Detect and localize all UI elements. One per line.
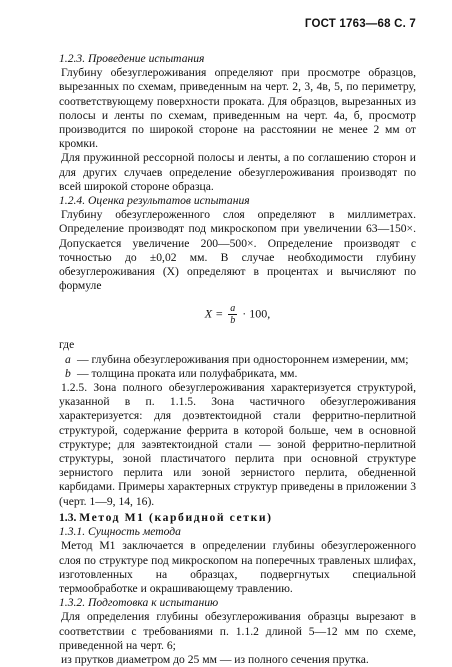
formula-numerator: a [230,303,236,315]
paragraph-1-3-1: Метод М1 заключается в определении глубины обезуглероженного слоя по структуре под микроскопом на поперечных травленых шлифах, изготовленных на образцах, подвергнутых специальной термообработке и окрашивающему травлению. [59,539,416,595]
subsection-title-1-3-1: 1.3.1. Сущность метода [59,525,181,539]
paragraph-1-2-3: Глубину обезуглероживания определяют при просмотре образцов, вырезанных по схемам, приведенным на черт. 2, 3, 4в, 5, по периметру, соответствующему поверхности проката. Для образцов, вырезанных из полосы и ленты по схемам, приведенным на черт. 4а, б, просмотр производится по широкой стороне на расстоянии не менее 2 мм от кромки. [59,66,416,151]
paragraph-1-2-4: Глубину обезуглероженного слоя определяют в миллиметрах. Определение производят под микроскопом при увеличении 63—150×. Допускается увеличение 200—500×. Определение производят с точностью до ±0,02 мм. В случае необходимости глубину обезуглероживания (X) определяют в процентах и вычисляют по формуле [59,208,416,293]
paragraph-1-2-5: 1.2.5. Зона полного обезуглероживания характеризуется структурой, указанной в п. 1.1.5. Зона частичного обезуглероживания характеризуется: для доэвтектоидной стали ферритно-перлитной структурой, содержание феррита в которой больше, чем в основной структуре; для заэвтектоидной стали — зоной ферритно-перлитной структуры, зоной пластичатого перлита при основной структуре зернистого перлита или зоной зернистого перлита, обедненной карбидами. Примеры характерных структур приведены в приложении 3 (черт. 1—9, 14, 16). [59,381,416,508]
page-content [59,52,416,667]
formula-lhs: X = [204,306,224,321]
formula-fraction [228,303,237,326]
definition-text: — толщина проката или полуфабриката, мм. [77,366,298,380]
subsection-title-1-2-4: 1.2.4. Оценка результатов испытания [59,194,250,208]
formula-rhs: · 100, [242,306,271,321]
formula-denominator: b [230,315,236,327]
paragraph-1-3-2: Для определения глубины обезуглероживания образцы вырезают в соответствии с требованиями п. 1.1.2 длиной 5—12 мм по схеме, приведенной на черт. 6; [59,610,416,652]
page-header: ГОСТ 1763—68 С. 7 [304,18,416,30]
definition-symbol: b [65,366,71,380]
definition-b [59,367,416,381]
section-title-1-3 [59,511,416,525]
paragraph-bars: из прутков диаметром до 25 мм — из полного сечения прутка. [61,652,369,666]
subsection-title-1-3-2: 1.3.2. Подготовка к испытанию [59,596,219,610]
definition-text: — глубина обезуглероживания при одностороннем измерении, мм; [77,352,409,366]
where-label: где [59,338,75,352]
definition-a [59,353,416,367]
formula [59,303,416,326]
paragraph-spring-strip: Для пружинной рессорной полосы и ленты, а по соглашению сторон и для других случаев определение обезуглероживания производят по всей широкой стороне образца. [59,151,416,193]
section-heading: Метод М1 (карбидной сетки) [79,510,273,524]
section-number: 1.3. [59,510,77,524]
definition-symbol: a [65,352,71,366]
subsection-title-1-2-3: 1.2.3. Проведение испытания [59,52,205,65]
